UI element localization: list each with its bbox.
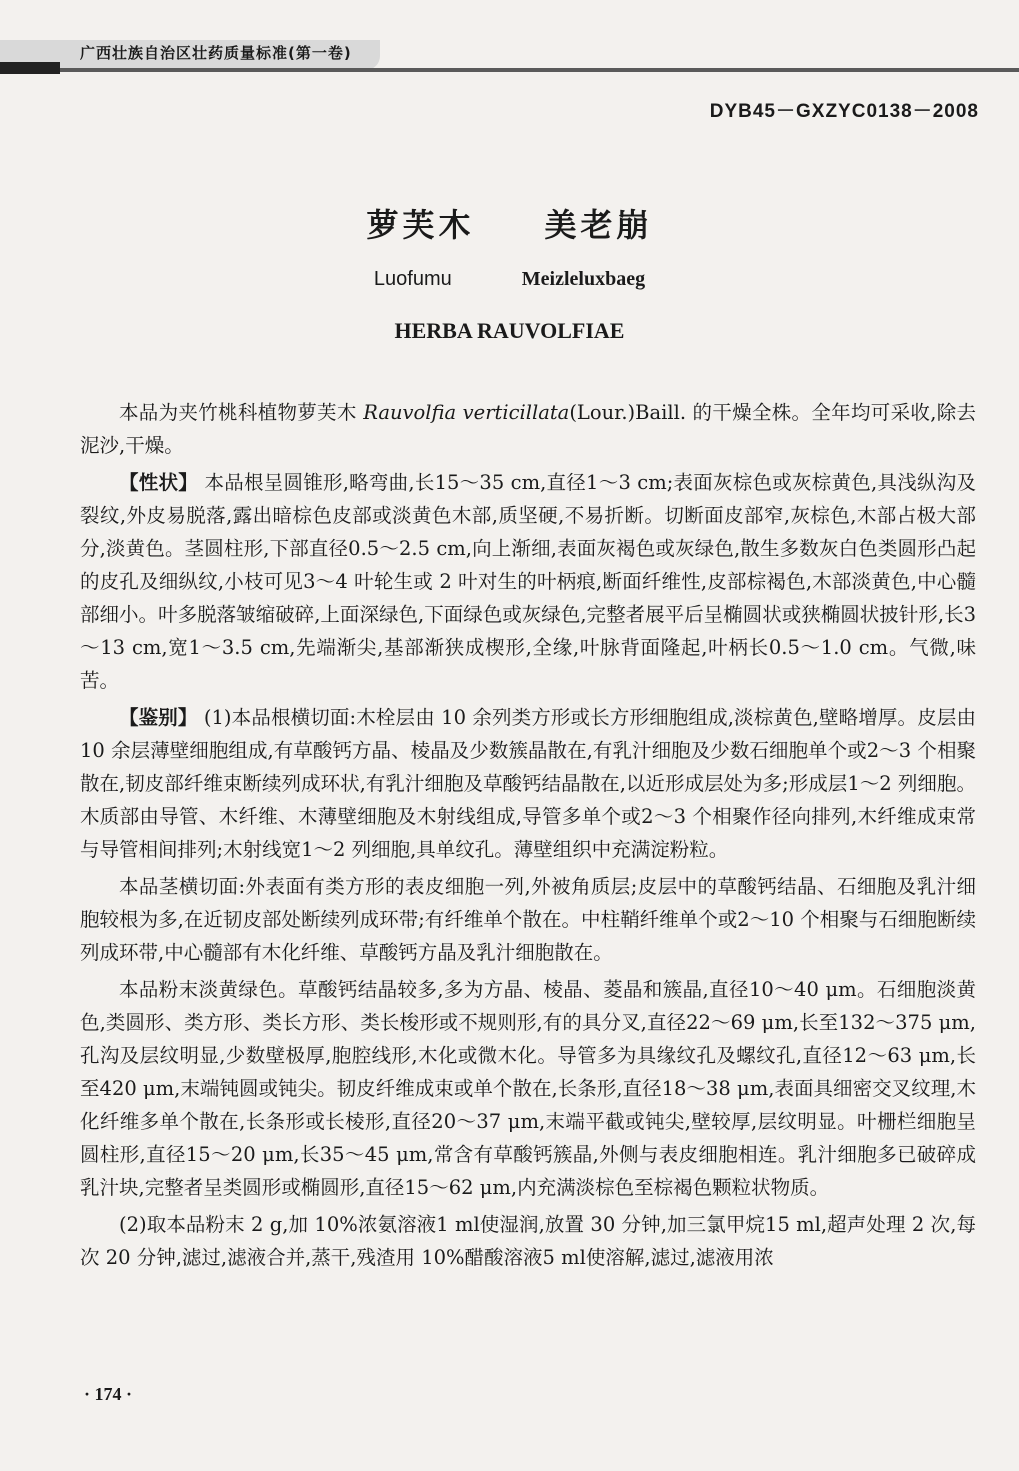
romanized-names bbox=[0, 268, 1019, 291]
source-text-a: 本品为夹竹桃科植物萝芙木 bbox=[119, 401, 364, 424]
title-zhuang-name: 美老崩 bbox=[544, 206, 653, 244]
pinyin-name: Luofumu bbox=[373, 268, 452, 290]
latin-drug-name: HERBA RAUVOLFIAE bbox=[394, 318, 625, 343]
paragraph-source bbox=[80, 396, 976, 462]
section-tag-identification: 【鉴别】 bbox=[119, 706, 198, 729]
page-number: · 174 · bbox=[84, 1384, 133, 1404]
identification-root-text: (1)本品根横切面:木栓层由 10 余列类方形或长方形细胞组成,淡棕黄色,壁略增厚。皮层由 10 余层薄壁细胞组成,有草酸钙方晶、棱晶及少数簇晶散在,有乳汁细胞及少数石细胞单个或2～3 个相聚散在,韧皮部纤维束断续列成环状,有乳汁细胞及草酸钙结晶散在,以近形成层处为多;形成层1～2 列细胞。木质部由导管、木纤维、木薄壁细胞及木射线组成,导管多单个或2～3 个相聚作径向排列,木纤维成束常与导管相间排列;木射线宽1～2 列细胞,具单纹孔。薄壁组织中充满淀粉粒。 bbox=[80, 706, 976, 861]
header-edge-mark bbox=[0, 62, 60, 74]
description-text: 本品根呈圆锥形,略弯曲,长15～35 cm,直径1～3 cm;表面灰棕色或灰棕黄色,具浅纵沟及裂纹,外皮易脱落,露出暗棕色皮部或淡黄色木部,质坚硬,不易折断。切断面皮部窄,灰棕色,木部占极大部分,淡黄色。茎圆柱形,下部直径0.5～2.5 cm,向上渐细,表面灰褐色或灰绿色,散生多数灰白色类圆形凸起的皮孔及细纵纹,小枝可见3～4 叶轮生或 2 叶对生的叶柄痕,断面纤维性,皮部棕褐色,木部淡黄色,中心髓部细小。叶多脱落皱缩破碎,上面深绿色,下面绿色或灰绿色,完整者展平后呈椭圆状或狭椭圆状披针形,长3～13 cm,宽1～3.5 cm,先端渐尖,基部渐狭成楔形,全缘,叶脉背面隆起,叶柄长0.5～1.0 cm。气微,味苦。 bbox=[80, 471, 976, 692]
paragraph-identification-1 bbox=[80, 701, 976, 866]
paragraph-description bbox=[80, 466, 976, 697]
page-title bbox=[0, 200, 1019, 246]
running-head: 广西壮族自治区壮药质量标准(第一卷) bbox=[80, 44, 352, 62]
zhuang-romanized-name: Meizleluxbaeg bbox=[521, 268, 646, 290]
section-tag-description: 【性状】 bbox=[119, 471, 199, 494]
monograph-body bbox=[80, 396, 976, 1278]
paragraph-stem: 本品茎横切面:外表面有类方形的表皮细胞一列,外被角质层;皮层中的草酸钙结晶、石细胞及乳汁细胞较根为多,在近韧皮部处断续列成环带;有纤维单个散在。中柱鞘纤维单个或2～10 个相聚与石细胞断续列成环带,中心髓部有木化纤维、草酸钙方晶及乳汁细胞散在。 bbox=[80, 875, 976, 964]
species-latin: Rauvolfia verticillata bbox=[363, 401, 570, 424]
paragraph-powder: 本品粉末淡黄绿色。草酸钙结晶较多,多为方晶、棱晶、菱晶和簇晶,直径10～40 μm。石细胞淡黄色,类圆形、类方形、类长方形、类长梭形或不规则形,有的具分叉,直径22～69 μm,长至132～375 μm,孔沟及层纹明显,少数壁极厚,胞腔线形,木化或微木化。导管多为具缘纹孔及螺纹孔,直径12～63 μm,长至420 μm,末端钝圆或钝尖。韧皮纤维成束或单个散在,长条形,直径18～38 μm,表面具细密交叉纹理,木化纤维多单个散在,长条形或长棱形,直径20～37 μm,末端平截或钝尖,壁较厚,层纹明显。叶栅栏细胞呈圆柱形,直径15～20 μm,长35～45 μm,常含有草酸钙簇晶,外侧与表皮细胞相连。乳汁细胞多已破碎成乳汁块,完整者呈类圆形或椭圆形,直径15～62 μm,内充满淡棕色至棕褐色颗粒状物质。 bbox=[80, 978, 976, 1199]
standard-code: DYB45－GXZYC0138－2008 bbox=[709, 101, 979, 122]
paragraph-identification-2: (2)取本品粉末 2 g,加 10%浓氨溶液1 ml使湿润,放置 30 分钟,加三氯甲烷15 ml,超声处理 2 次,每次 20 分钟,滤过,滤液合并,蒸干,残渣用 10%醋酸溶液5 ml使溶解,滤过,滤液用浓 bbox=[80, 1213, 976, 1269]
title-chinese-name: 萝芙木 bbox=[366, 206, 475, 244]
source-text-b: (Lour.)Baill. 的干燥全株。全年均可采收,除去泥沙,干燥。 bbox=[80, 401, 977, 457]
header-rule bbox=[0, 68, 1019, 72]
